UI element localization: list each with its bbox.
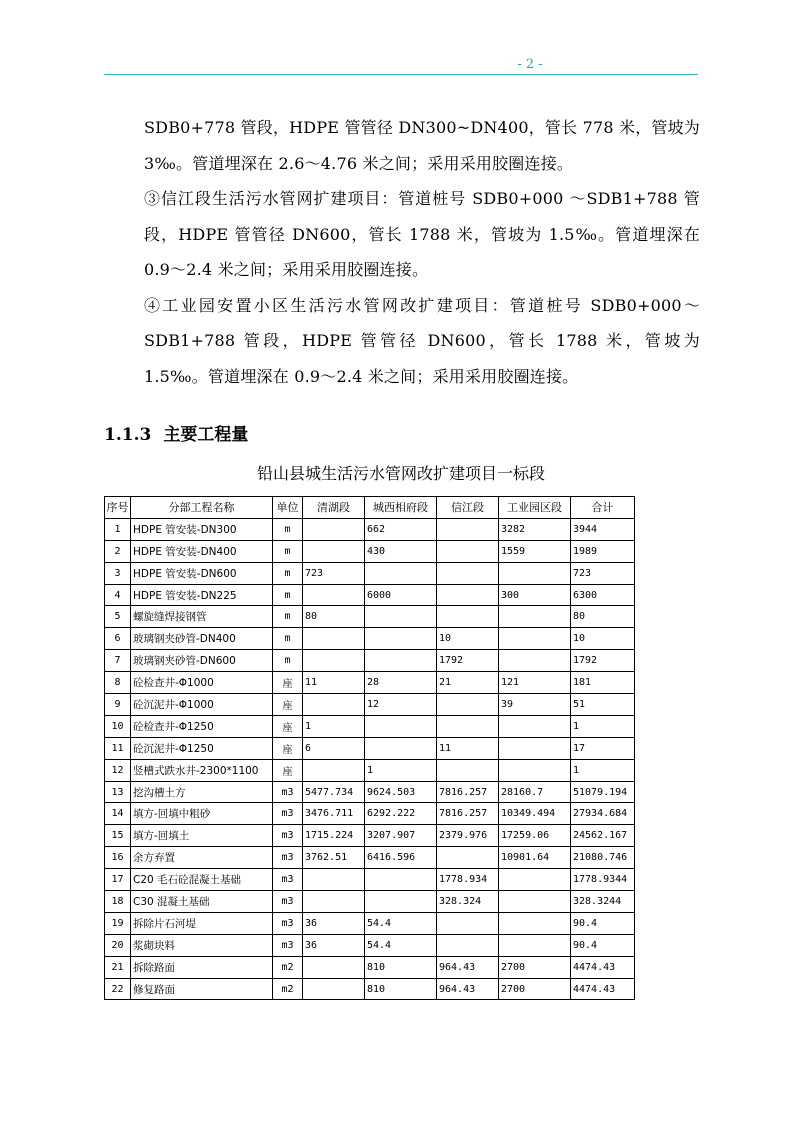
table-cell [303, 694, 365, 716]
paragraph: SDB0+778 管段，HDPE 管管径 DN300~DN400，管长 778 米，管坡为 3‰。管道埋深在 2.6～4.76 米之间；采用采用胶圈连接。 [144, 118, 701, 173]
table-cell: 座 [273, 759, 303, 781]
header-cell: 分部工程名称 [131, 497, 273, 519]
table-cell: m3 [273, 803, 303, 825]
header-cell: 序号 [105, 497, 131, 519]
header-cell: 工业园区段 [499, 497, 571, 519]
table-cell: 10901.64 [499, 847, 571, 869]
table-cell: 328.324 [437, 891, 499, 913]
table-cell [365, 562, 437, 584]
table-cell: 挖沟槽土方 [131, 781, 273, 803]
table-row [105, 781, 635, 803]
table-cell: 砼检查井-Φ1250 [131, 715, 273, 737]
table-cell: 300 [499, 584, 571, 606]
table-cell: 座 [273, 737, 303, 759]
table-cell [303, 628, 365, 650]
table-cell: m [273, 584, 303, 606]
table-cell [365, 715, 437, 737]
table-cell: 1792 [437, 650, 499, 672]
table-cell [499, 912, 571, 934]
table-row [105, 584, 635, 606]
table-cell: 7816.257 [437, 781, 499, 803]
table-cell: 3282 [499, 518, 571, 540]
table-cell: 6292.222 [365, 803, 437, 825]
table-cell: 90.4 [571, 934, 635, 956]
table-cell: C30 混凝土基础 [131, 891, 273, 913]
table-cell: 修复路面 [131, 978, 273, 1000]
table-cell: 328.3244 [571, 891, 635, 913]
table-cell [499, 869, 571, 891]
header-cell: 单位 [273, 497, 303, 519]
table-cell: 2 [105, 540, 131, 562]
table-row [105, 628, 635, 650]
table-cell: m [273, 562, 303, 584]
paragraph: ③信江段生活污水管网扩建项目：管道桩号 SDB0+000 ～SDB1+788 管段，HDPE 管管径 DN600，管长 1788 米，管坡为 1.5‰。管道埋深在 0.9～2.4 米之间；采用采用胶圈连接。 [144, 189, 700, 279]
table-cell [303, 518, 365, 540]
table-cell [499, 737, 571, 759]
table-row [105, 847, 635, 869]
table-row [105, 737, 635, 759]
table-cell: 723 [303, 562, 365, 584]
table-cell [303, 869, 365, 891]
header-cell: 合计 [571, 497, 635, 519]
paragraph: ④工业园安置小区生活污水管网改扩建项目：管道桩号 SDB0+000～SDB1+788 管段，HDPE 管管径 DN600，管长 1788 米，管坡为 1.5‰。管道埋深在 0.9～2.4 米之间；采用采用胶圈连接。 [144, 295, 700, 386]
table-row [105, 759, 635, 781]
table-cell: 21 [437, 672, 499, 694]
table-cell [499, 606, 571, 628]
table-row [105, 912, 635, 934]
table-cell [499, 628, 571, 650]
table-cell: 座 [273, 694, 303, 716]
table-cell: 80 [303, 606, 365, 628]
table-cell: 玻璃钢夹砂管-DN400 [131, 628, 273, 650]
table-cell: m3 [273, 781, 303, 803]
table-cell [437, 912, 499, 934]
table-cell: m2 [273, 978, 303, 1000]
table-cell: 28160.7 [499, 781, 571, 803]
table-cell: 21080.746 [571, 847, 635, 869]
table-cell: 2700 [499, 978, 571, 1000]
table-header-row [105, 497, 635, 519]
table-cell: 54.4 [365, 934, 437, 956]
table-cell: 27934.684 [571, 803, 635, 825]
table-row [105, 978, 635, 1000]
table-cell: 砼检查井-Φ1000 [131, 672, 273, 694]
table-row [105, 715, 635, 737]
table-cell [499, 715, 571, 737]
table-cell [303, 650, 365, 672]
table-cell: 3476.711 [303, 803, 365, 825]
table-cell: 12 [105, 759, 131, 781]
table-cell: 17259.06 [499, 825, 571, 847]
table-row [105, 650, 635, 672]
table-cell: 723 [571, 562, 635, 584]
table-cell: 1 [105, 518, 131, 540]
table-cell: HDPE 管安装-DN300 [131, 518, 273, 540]
table-cell [303, 540, 365, 562]
table-cell: 1778.934 [437, 869, 499, 891]
table-cell: 80 [571, 606, 635, 628]
table-cell: 座 [273, 672, 303, 694]
table-cell: 1 [571, 759, 635, 781]
table-cell: 10 [571, 628, 635, 650]
table-cell: 浆砌块料 [131, 934, 273, 956]
table-cell: C20 毛石砼混凝土基础 [131, 869, 273, 891]
table-cell: 6 [303, 737, 365, 759]
table-cell: 28 [365, 672, 437, 694]
table-cell: 2379.976 [437, 825, 499, 847]
table-cell: 3 [105, 562, 131, 584]
table-cell: 6416.596 [365, 847, 437, 869]
table-cell [437, 540, 499, 562]
table-row [105, 518, 635, 540]
table-cell: 螺旋缝焊接钢管 [131, 606, 273, 628]
section-title: 主要工程量 [163, 425, 249, 445]
table-cell: 36 [303, 934, 365, 956]
table-cell: m3 [273, 869, 303, 891]
table-cell: 51079.194 [571, 781, 635, 803]
table-cell: 7816.257 [437, 803, 499, 825]
table-cell: 20 [105, 934, 131, 956]
table-cell [365, 737, 437, 759]
table-cell: HDPE 管安装-DN600 [131, 562, 273, 584]
table-cell [365, 628, 437, 650]
table-cell: 9624.503 [365, 781, 437, 803]
section-number: 1.1.3 [104, 425, 152, 445]
table-cell: 1559 [499, 540, 571, 562]
table-cell: 16 [105, 847, 131, 869]
table-cell: 430 [365, 540, 437, 562]
table-cell: 10 [437, 628, 499, 650]
table-cell: 拆除片石河堤 [131, 912, 273, 934]
table-cell: 3762.51 [303, 847, 365, 869]
table-cell: 11 [303, 672, 365, 694]
table-cell: 6300 [571, 584, 635, 606]
table-cell: 15 [105, 825, 131, 847]
table-cell: 4 [105, 584, 131, 606]
table-cell [437, 847, 499, 869]
table-cell: 填方-回填中粗砂 [131, 803, 273, 825]
header-cell: 信江段 [437, 497, 499, 519]
section-heading [104, 420, 248, 445]
table-row [105, 891, 635, 913]
table-cell [437, 606, 499, 628]
table-row [105, 803, 635, 825]
table-cell: 22 [105, 978, 131, 1000]
table-cell [499, 759, 571, 781]
table-cell: 2700 [499, 956, 571, 978]
table-cell: HDPE 管安装-DN225 [131, 584, 273, 606]
table-cell: 8 [105, 672, 131, 694]
table-cell: 座 [273, 715, 303, 737]
table-cell [437, 694, 499, 716]
table-cell: 18 [105, 891, 131, 913]
table-cell [303, 759, 365, 781]
table-body [105, 518, 635, 1000]
table-cell: 9 [105, 694, 131, 716]
table-cell: 砼沉泥井-Φ1000 [131, 694, 273, 716]
table-cell [437, 584, 499, 606]
table-cell [437, 562, 499, 584]
table-cell: 964.43 [437, 956, 499, 978]
table-cell: 17 [571, 737, 635, 759]
table-cell: m3 [273, 912, 303, 934]
header-cell: 清湖段 [303, 497, 365, 519]
table-cell: 1 [365, 759, 437, 781]
table-cell: 90.4 [571, 912, 635, 934]
body-text [144, 110, 700, 394]
table-cell: 砼沉泥井-Φ1250 [131, 737, 273, 759]
table-cell: 51 [571, 694, 635, 716]
table-row [105, 672, 635, 694]
table-cell: 181 [571, 672, 635, 694]
table-cell: 1 [571, 715, 635, 737]
table-cell [365, 891, 437, 913]
table-cell [437, 518, 499, 540]
table-cell: m3 [273, 891, 303, 913]
table-cell [303, 891, 365, 913]
table-cell: 14 [105, 803, 131, 825]
table-cell: m [273, 540, 303, 562]
table-cell [365, 869, 437, 891]
table-title: 铅山县城生活污水管网改扩建项目一标段 [256, 464, 545, 483]
table-cell: 5477.734 [303, 781, 365, 803]
table-cell: m [273, 606, 303, 628]
table-cell: m [273, 518, 303, 540]
table-cell [303, 584, 365, 606]
header-divider [104, 74, 698, 75]
table-cell [437, 759, 499, 781]
table-cell: 6 [105, 628, 131, 650]
table-cell: 3207.907 [365, 825, 437, 847]
table-cell: 6000 [365, 584, 437, 606]
table-cell: 4474.43 [571, 978, 635, 1000]
table-cell: 填方-回填土 [131, 825, 273, 847]
table-cell: m3 [273, 934, 303, 956]
table-cell: m2 [273, 956, 303, 978]
table-cell: m3 [273, 847, 303, 869]
table-cell: 1 [303, 715, 365, 737]
table-cell: 12 [365, 694, 437, 716]
table-cell [437, 715, 499, 737]
table-cell: 662 [365, 518, 437, 540]
table-cell: 11 [437, 737, 499, 759]
table-cell [365, 606, 437, 628]
table-cell: 11 [105, 737, 131, 759]
table-cell: 964.43 [437, 978, 499, 1000]
table-cell [499, 934, 571, 956]
table-cell: 810 [365, 956, 437, 978]
table-cell [437, 934, 499, 956]
table-cell: 4474.43 [571, 956, 635, 978]
table-cell: 5 [105, 606, 131, 628]
table-cell: 17 [105, 869, 131, 891]
table-cell: 拆除路面 [131, 956, 273, 978]
page-number: - 2 - [517, 57, 543, 72]
table-cell: 121 [499, 672, 571, 694]
table-row [105, 934, 635, 956]
table-cell: 21 [105, 956, 131, 978]
table-cell: 1792 [571, 650, 635, 672]
quantities-table [104, 496, 635, 1000]
table-cell: m [273, 650, 303, 672]
table-cell: 10 [105, 715, 131, 737]
table-cell [303, 978, 365, 1000]
table-cell [499, 562, 571, 584]
table-cell: 1715.224 [303, 825, 365, 847]
table-cell: m3 [273, 825, 303, 847]
table-cell: 54.4 [365, 912, 437, 934]
table-cell: 7 [105, 650, 131, 672]
table-cell: 1778.9344 [571, 869, 635, 891]
table-row [105, 956, 635, 978]
table-row [105, 869, 635, 891]
table-cell [499, 891, 571, 913]
table-cell: 36 [303, 912, 365, 934]
table-cell [499, 650, 571, 672]
table-cell: 810 [365, 978, 437, 1000]
table-row [105, 606, 635, 628]
table-cell: HDPE 管安装-DN400 [131, 540, 273, 562]
table-cell: 竖槽式跌水井-2300*1100 [131, 759, 273, 781]
table-cell: 19 [105, 912, 131, 934]
table-row [105, 825, 635, 847]
table-cell [303, 956, 365, 978]
header-cell: 城西相府段 [365, 497, 437, 519]
table-row [105, 540, 635, 562]
table-cell: 3944 [571, 518, 635, 540]
table-row [105, 562, 635, 584]
table-cell: 24562.167 [571, 825, 635, 847]
table-cell [365, 650, 437, 672]
table-cell: 13 [105, 781, 131, 803]
table-cell: m [273, 628, 303, 650]
table-row [105, 694, 635, 716]
table-cell: 39 [499, 694, 571, 716]
table-cell: 1989 [571, 540, 635, 562]
table-cell: 10349.494 [499, 803, 571, 825]
table-cell: 余方弃置 [131, 847, 273, 869]
table-cell: 玻璃钢夹砂管-DN600 [131, 650, 273, 672]
